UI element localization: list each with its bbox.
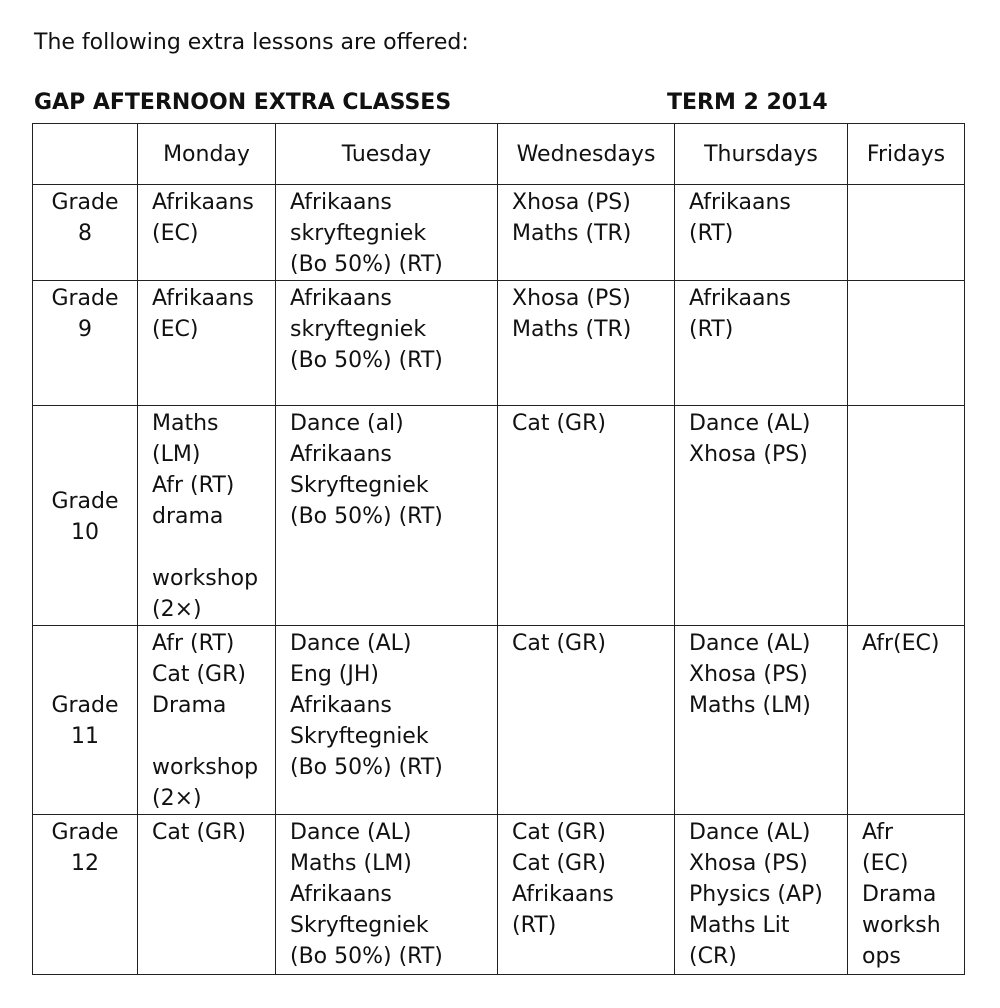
class-entry-line: Xhosa (PS) bbox=[512, 286, 631, 311]
class-entry-line: (Bo 50%) (RT) bbox=[290, 504, 443, 529]
header-monday: Monday bbox=[138, 124, 276, 185]
grade-cell bbox=[33, 815, 138, 975]
intro-text: The following extra lessons are offered: bbox=[34, 30, 469, 55]
class-entry-line: Skryftegniek bbox=[290, 913, 429, 938]
class-entry-line: Dance (AL) bbox=[689, 820, 811, 845]
grade-label-line: 11 bbox=[71, 724, 99, 749]
grade-label-line: Grade bbox=[51, 488, 119, 514]
header-thursday: Thursdays bbox=[675, 124, 848, 185]
class-entry-line: Drama bbox=[862, 882, 937, 907]
class-entry-line: Physics (AP) bbox=[689, 882, 823, 907]
class-entry-line: Cat (GR) bbox=[152, 820, 246, 845]
class-entry-line: Maths (LM) bbox=[689, 693, 811, 718]
class-entry-line: (Bo 50%) (RT) bbox=[290, 252, 443, 277]
class-entry-line: Maths (TR) bbox=[512, 317, 632, 342]
cell-tuesday bbox=[276, 185, 498, 281]
header-row bbox=[33, 124, 965, 185]
cell-tuesday bbox=[276, 406, 498, 626]
header-friday: Fridays bbox=[848, 124, 965, 185]
term-label: TERM 2 2014 bbox=[667, 90, 828, 115]
class-entry-line: worksh bbox=[862, 913, 941, 938]
cell-wednesday bbox=[498, 185, 675, 281]
class-entry-line: Afr (RT) bbox=[152, 631, 235, 656]
class-entry-line: Cat (GR) bbox=[512, 411, 606, 436]
class-entry-line: (EC) bbox=[152, 221, 199, 246]
schedule-heading: GAP AFTERNOON EXTRA CLASSES bbox=[34, 90, 452, 115]
class-entry-line bbox=[152, 721, 271, 752]
cell-friday bbox=[848, 815, 965, 975]
class-entry-line: (Bo 50%) (RT) bbox=[290, 944, 443, 969]
class-entry-line: Skryftegniek bbox=[290, 724, 429, 749]
grade-label-line: 10 bbox=[71, 519, 99, 545]
class-entry-line: (Bo 50%) (RT) bbox=[290, 348, 443, 373]
cell-friday bbox=[848, 626, 965, 815]
table-body bbox=[33, 185, 965, 975]
class-entry-line: Afrikaans bbox=[290, 882, 392, 907]
class-entry-line: Eng (JH) bbox=[290, 662, 379, 687]
class-entry-line: (RT) bbox=[512, 913, 557, 938]
class-entry-line: skryftegniek bbox=[290, 221, 427, 246]
class-entry-line: (CR) bbox=[689, 944, 737, 969]
table-row bbox=[33, 626, 965, 815]
header-tuesday: Tuesday bbox=[276, 124, 498, 185]
grade-cell bbox=[33, 406, 138, 626]
cell-tuesday bbox=[276, 815, 498, 975]
cell-monday bbox=[138, 815, 276, 975]
class-entry-line: Maths Lit bbox=[689, 913, 790, 938]
class-entry-line: Dance (AL) bbox=[689, 631, 811, 656]
class-entry-line: Afrikaans bbox=[290, 190, 392, 215]
class-entry-line: workshop bbox=[152, 566, 259, 591]
class-entry-line: Afrikaans bbox=[290, 286, 392, 311]
class-entry-line: Afrikaans bbox=[290, 442, 392, 467]
class-entry-line: Maths bbox=[152, 411, 219, 436]
class-entry-line: Afr (RT) bbox=[152, 473, 235, 498]
grade-label-line: 12 bbox=[71, 851, 99, 876]
grade-cell bbox=[33, 185, 138, 281]
cell-friday bbox=[848, 281, 965, 406]
cell-wednesday bbox=[498, 815, 675, 975]
class-entry-line: Afrikaans bbox=[152, 190, 254, 215]
class-entry-line: ops bbox=[862, 944, 901, 969]
cell-thursday bbox=[675, 626, 848, 815]
class-entry-line: Afrikaans bbox=[290, 693, 392, 718]
class-entry-line: Xhosa (PS) bbox=[689, 442, 808, 467]
cell-monday bbox=[138, 626, 276, 815]
class-entry-line: (RT) bbox=[689, 221, 734, 246]
class-entry-line: Xhosa (PS) bbox=[689, 851, 808, 876]
cell-thursday bbox=[675, 281, 848, 406]
class-entry-line: Afrikaans bbox=[689, 190, 791, 215]
cell-friday bbox=[848, 185, 965, 281]
cell-wednesday bbox=[498, 406, 675, 626]
class-entry-line: Xhosa (PS) bbox=[689, 662, 808, 687]
grade-label-line: Grade bbox=[51, 286, 119, 311]
class-entry-line: Cat (GR) bbox=[152, 662, 246, 687]
cell-monday bbox=[138, 185, 276, 281]
class-entry-line: Dance (AL) bbox=[689, 411, 811, 436]
class-entry-line: Dance (AL) bbox=[290, 820, 412, 845]
cell-friday bbox=[848, 406, 965, 626]
class-entry-line: Dance (al) bbox=[290, 411, 404, 436]
class-entry-line: drama bbox=[152, 504, 224, 529]
class-entry-line: Maths (TR) bbox=[512, 221, 632, 246]
table-row bbox=[33, 406, 965, 626]
class-entry-line: Cat (GR) bbox=[512, 820, 606, 845]
class-entry-line: Skryftegniek bbox=[290, 473, 429, 498]
table-row bbox=[33, 281, 965, 406]
cell-thursday bbox=[675, 815, 848, 975]
class-entry-line: Afrikaans bbox=[152, 286, 254, 311]
cell-tuesday bbox=[276, 626, 498, 815]
cell-thursday bbox=[675, 185, 848, 281]
class-entry-line: skryftegniek bbox=[290, 317, 427, 342]
grade-label-line: Grade bbox=[51, 820, 119, 845]
class-entry-line: Dance (AL) bbox=[290, 631, 412, 656]
grade-label-line: 9 bbox=[78, 317, 92, 342]
grade-label-line: Grade bbox=[51, 693, 119, 718]
class-entry-line: Cat (GR) bbox=[512, 851, 606, 876]
grade-cell bbox=[33, 281, 138, 406]
cell-wednesday bbox=[498, 281, 675, 406]
class-entry-line: workshop bbox=[152, 755, 259, 780]
table-row bbox=[33, 815, 965, 975]
grade-cell bbox=[33, 626, 138, 815]
class-entry-line: Drama bbox=[152, 693, 227, 718]
grade-label-line: Grade bbox=[51, 190, 119, 215]
class-entry-line: (2×) bbox=[152, 786, 202, 811]
header-corner bbox=[33, 124, 138, 185]
grade-label-line: 8 bbox=[78, 221, 92, 246]
table-row bbox=[33, 185, 965, 281]
class-entry-line bbox=[152, 532, 271, 563]
header-wednesday: Wednesdays bbox=[498, 124, 675, 185]
class-entry-line: Afr bbox=[862, 820, 894, 845]
class-entry-line: Maths (LM) bbox=[290, 851, 412, 876]
cell-monday bbox=[138, 281, 276, 406]
class-entry-line: Afrikaans bbox=[689, 286, 791, 311]
cell-thursday bbox=[675, 406, 848, 626]
class-entry-line: (LM) bbox=[152, 442, 201, 467]
class-entry-line: (Bo 50%) (RT) bbox=[290, 755, 443, 780]
extra-classes-table bbox=[32, 123, 965, 975]
class-entry-line: (2×) bbox=[152, 597, 202, 622]
class-entry-line: (RT) bbox=[689, 317, 734, 342]
class-entry-line: Afr(EC) bbox=[862, 631, 940, 656]
cell-monday bbox=[138, 406, 276, 626]
cell-wednesday bbox=[498, 626, 675, 815]
class-entry-line: (EC) bbox=[152, 317, 199, 342]
class-entry-line: (EC) bbox=[862, 851, 909, 876]
class-entry-line: Afrikaans bbox=[512, 882, 614, 907]
class-entry-line: Xhosa (PS) bbox=[512, 190, 631, 215]
cell-tuesday bbox=[276, 281, 498, 406]
class-entry-line: Cat (GR) bbox=[512, 631, 606, 656]
